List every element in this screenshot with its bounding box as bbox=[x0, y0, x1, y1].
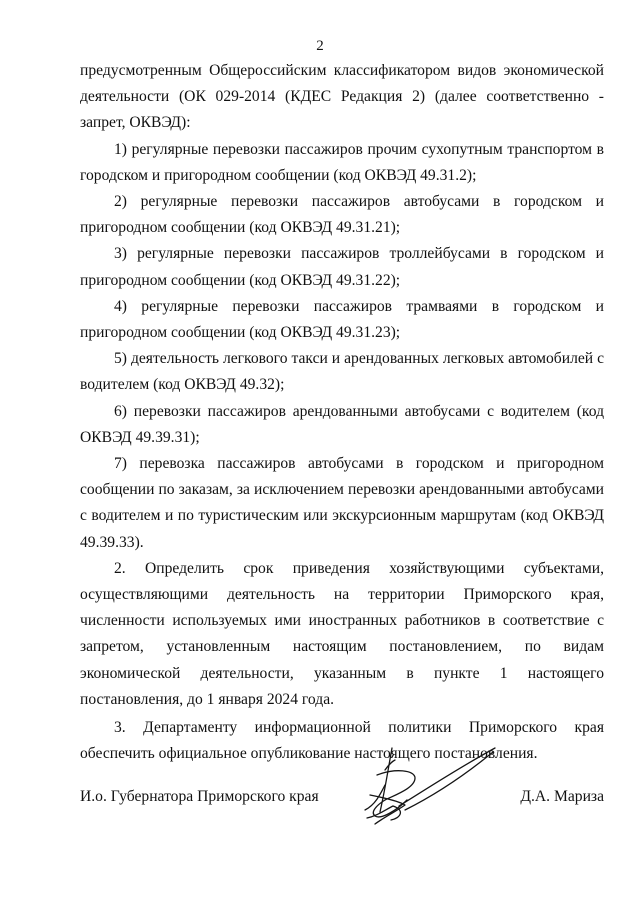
page-number: 2 bbox=[316, 38, 324, 54]
list-item-3: 3) регулярные перевозки пассажиров троллейбусами в городском и пригородном сообщении (код ОКВЭД 49.31.22); bbox=[80, 245, 604, 289]
list-item-5: 5) деятельность легкового такси и арендованных легковых автомобилей с водителем (код ОКВЭД 49.32); bbox=[80, 350, 604, 394]
paragraph-intro-continuation: предусмотренным Общероссийским классификатором видов экономической деятельности (ОК 029-2014 (КДЕС Редакция 2) (далее соответственно - запрет, ОКВЭД): bbox=[80, 62, 604, 132]
handwritten-signature bbox=[355, 740, 500, 830]
list-item-2: 2) регулярные перевозки пассажиров автобусами в городском и пригородном сообщении (код ОКВЭД 49.31.21); bbox=[80, 193, 604, 237]
list-item-4: 4) регулярные перевозки пассажиров трамваями в городском и пригородном сообщении (код ОКВЭД 49.31.23); bbox=[80, 297, 604, 342]
list-item-6: 6) перевозки пассажиров арендованными автобусами с водителем (код ОКВЭД 49.39.31); bbox=[80, 402, 604, 446]
list-item-1: 1) регулярные перевозки пассажиров прочим сухопутным транспортом в городском и пригородном сообщении (код ОКВЭД 49.31.2); bbox=[80, 140, 604, 184]
signatory-position: И.о. Губернатора Приморского края bbox=[80, 788, 319, 805]
signatory-name: Д.А. Мариза bbox=[520, 788, 604, 805]
document-body bbox=[80, 58, 604, 767]
list-item-7: 7) перевозка пассажиров автобусами в городском и пригородном сообщении по заказам, за исключением перевозки арендованными автобусами с водителем и по туристическим или экскурсионным маршрутам (код ОКВЭД 49.39.33). bbox=[80, 455, 604, 551]
paragraph-point-3: 3. Департаменту информационной политики Приморского края обеспечить официальное опубликование настоящего постановления. bbox=[80, 719, 604, 763]
paragraph-point-2: 2. Определить срок приведения хозяйствующими субъектами, осуществляющими деятельность на территории Приморского края, численности используемых ими иностранных работников в соответствие с запретом, установленным настоящим постановлением, по видам экономической деятельности, указанным в пункте 1 настоящего постановления, до 1 января 2024 года. bbox=[80, 559, 604, 708]
